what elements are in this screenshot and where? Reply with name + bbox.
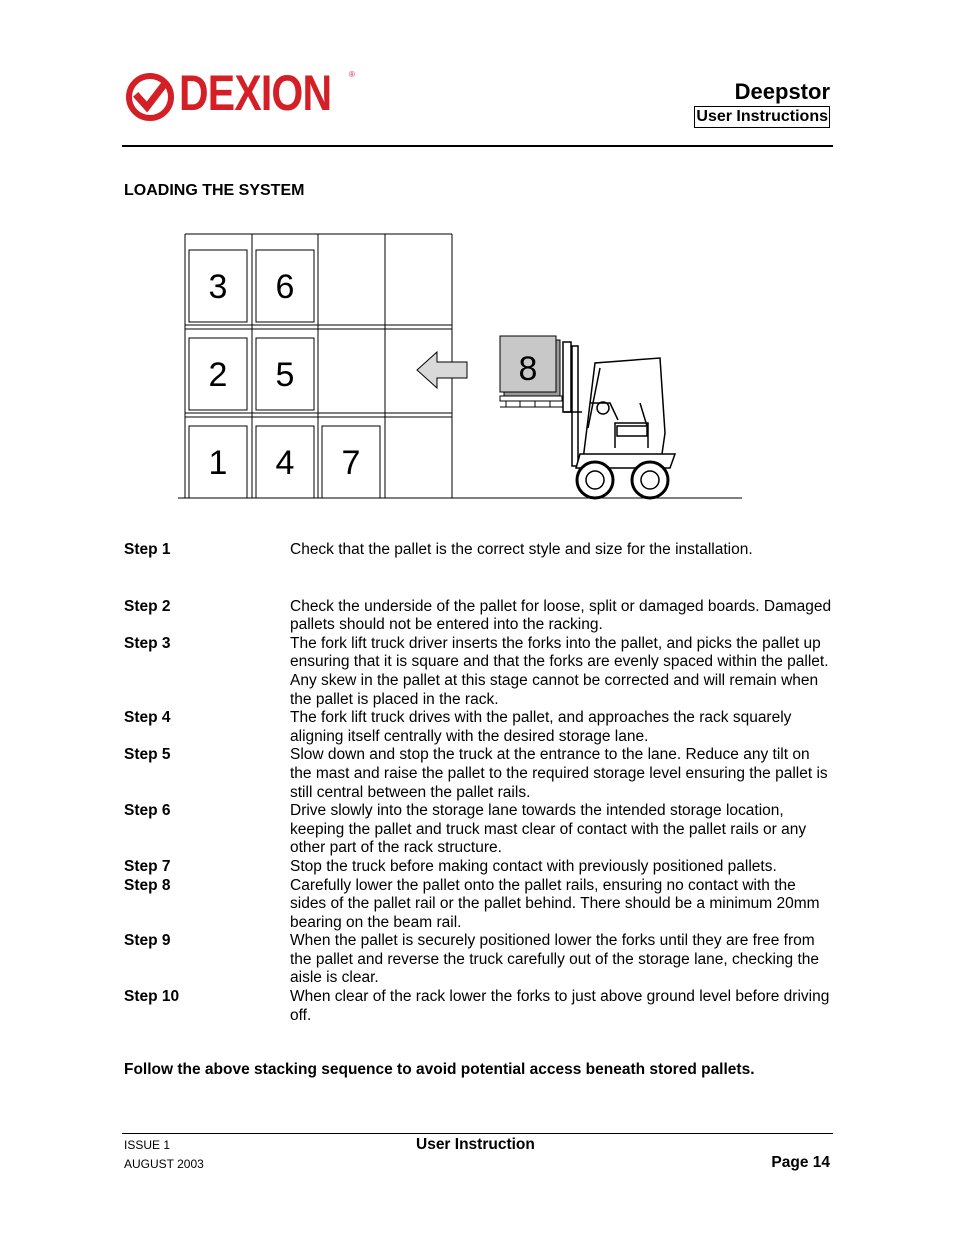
step-label: Step 1 [124,541,171,558]
pallet-6 [256,250,314,322]
document-title: Deepstor [734,79,830,104]
step-text: When clear of the rack lower the forks to just above ground level before driving off. [290,988,830,1024]
loading-diagram-svg [170,228,750,508]
section-heading: LOADING THE SYSTEM [124,182,305,199]
pallet-6-label: 6 [275,268,295,306]
step-row [124,802,834,858]
logo-registered-mark: ® [349,70,355,79]
step-row [124,877,834,933]
forklift-icon [563,342,675,498]
step-row [124,858,834,877]
document-subtitle: User Instructions [694,106,830,128]
pallet-7-label: 7 [341,444,361,482]
step-label: Step 3 [124,634,171,652]
pallet-1 [189,426,247,498]
pallet-4 [256,426,314,498]
page-number: Page 14 [771,1154,830,1171]
footer-document-type: User Instruction [416,1136,535,1153]
pallet-4-label: 4 [275,444,295,482]
step-label: Step 8 [124,876,171,894]
step-label: Step 4 [124,709,171,727]
step-label: Step 6 [124,802,171,820]
pallet-3-label: 3 [208,268,228,306]
header-divider [122,145,833,147]
left-arrow-icon [417,352,467,388]
step-text: Carefully lower the pallet onto the pallet rails, ensuring no contact with the sides of the pallet rail or the pallet behind. There should be a minimum 20mm bearing on the beam rail. [290,876,820,931]
footer-issue: ISSUE 1 [124,1138,171,1152]
step-row [124,709,834,746]
step-label: Step 5 [124,746,171,764]
step-text: Slow down and stop the truck at the entrance to the lane. Reduce any tilt on the mast and raise the pallet to the required storage level ensuring the pallet is still central between the pallet rails. [290,746,828,801]
step-row [124,988,834,1025]
check-circle-icon [125,72,177,124]
steps-list [124,541,834,1025]
step-row [124,541,834,560]
step-row [124,932,834,988]
step-text: Check that the pallet is the correct style and size for the installation. [290,541,753,558]
pallet-1-label: 1 [208,444,228,482]
pallet-5-label: 5 [275,356,295,394]
step-label: Step 10 [124,988,180,1006]
step-row [124,635,834,709]
footer-date: AUGUST 2003 [124,1157,204,1171]
pallet-5 [256,338,314,410]
step-text: The fork lift truck drives with the pallet, and approaches the rack squarely aligning itself centrally with the desired storage lane. [290,709,792,745]
step-row [124,598,834,635]
step-label: Step 7 [124,857,171,875]
step-label: Step 9 [124,932,171,950]
pallet-7 [322,426,380,498]
step-text: The fork lift truck driver inserts the forks into the pallet, and picks the pallet up ensuring that it is square and that the forks are evenly spaced within the pallet. Any skew in the pallet at this stage cannot be corrected and will remain when the pallet is placed in the rack. [290,634,829,708]
pallet-8 [500,336,564,407]
loading-diagram [170,228,750,508]
dexion-logo [125,65,360,126]
step-text: Check the underside of the pallet for loose, split or damaged boards. Damaged pallets should not be entered into the racking. [290,597,832,634]
logo-text: DEXION [179,65,332,121]
pallet-8-label: 8 [518,350,538,388]
step-text: When the pallet is securely positioned lower the forks until they are free from the pallet and reverse the truck carefully out of the storage lane, checking the aisle is clear. [290,932,820,987]
pallet-2-label: 2 [208,356,228,394]
step-label: Step 2 [124,597,171,615]
stacking-warning: Follow the above stacking sequence to avoid potential access beneath stored pallets. [124,1061,755,1078]
step-text: Stop the truck before making contact with previously positioned pallets. [290,857,777,875]
step-row [124,746,834,802]
pallet-3 [189,250,247,322]
step-text: Drive slowly into the storage lane towards the intended storage location, keeping the pallet and truck mast clear of contact with the pallet rails or any other part of the rack structure. [290,802,807,857]
pallet-2 [189,338,247,410]
footer-divider [122,1133,833,1134]
